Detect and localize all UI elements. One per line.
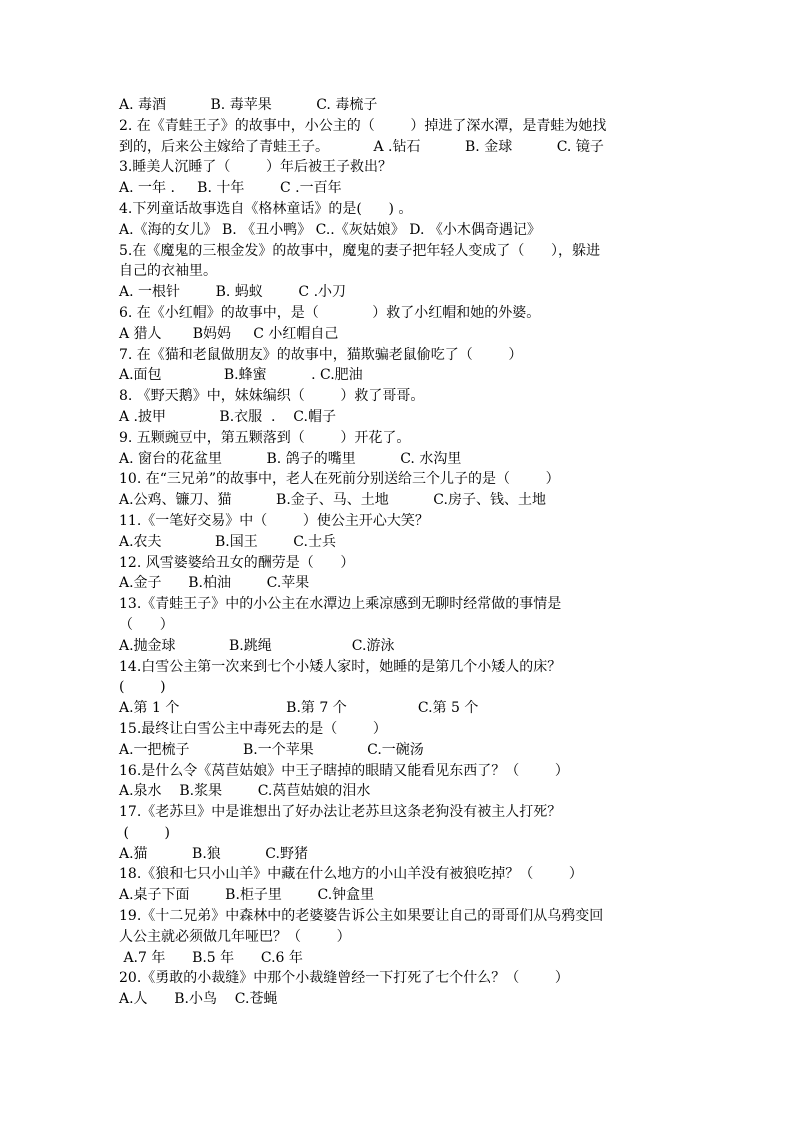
q7-options: A.面包 B.蜂蜜 . C.肥油 xyxy=(119,367,363,384)
q20-options: A.人 B.小鸟 C.苍蝇 xyxy=(119,991,278,1008)
worksheet-page xyxy=(119,95,675,1010)
q12-question: 12. 风雪婆婆给丑女的酬劳是（ ） xyxy=(119,554,355,571)
q13-question-line1: 13.《青蛙王子》中的小公主在水潭边上乘凉感到无聊时经常做的事情是 xyxy=(119,596,562,613)
q6-question: 6. 在《小红帽》的故事中，是（ ）救了小红帽和她的外婆。 xyxy=(119,304,541,321)
q4-options: A.《海的女儿》 B. 《丑小鸭》 C..《灰姑娘》 D. 《小木偶奇遇记》 xyxy=(119,221,541,238)
q9-options: A. 窗台的花盆里 B. 鸽子的嘴里 C. 水沟里 xyxy=(119,450,462,467)
q5-question-line1: 5.在《魔鬼的三根金发》的故事中，魔鬼的妻子把年轻人变成了（ ），躲进 xyxy=(119,242,601,259)
q14-question-line1: 14.白雪公主第一次来到七个小矮人家时，她睡的是第几个小矮人的床？ xyxy=(119,658,562,675)
q10-question: 10. 在“三兄弟”的故事中，老人在死前分别送给三个儿子的是（ ） xyxy=(119,471,560,488)
q16-question: 16.是什么令《莴苣姑娘》中王子瞎掉的眼睛又能看见东西了？（ ） xyxy=(119,762,569,779)
q14-question-line2: ( ) xyxy=(119,679,166,696)
q10-options: A.公鸡、镰刀、猫 B.金子、马、土地 C.房子、钱、土地 xyxy=(119,492,546,509)
q20-question: 20.《勇敢的小裁缝》中那个小裁缝曾经一下打死了七个什么？（ ） xyxy=(119,970,569,987)
q18-options: A.桌子下面 B.柜子里 C.钟盒里 xyxy=(119,887,375,904)
q17-question-line2: ( ) xyxy=(119,824,170,841)
q5-options: A. 一根针 B. 蚂蚁 C .小刀 xyxy=(119,284,347,301)
q11-options: A.农夫 B.国王 C.士兵 xyxy=(119,533,336,550)
q11-question: 11.《一笔好交易》中（ ）使公主开心大笑？ xyxy=(119,512,429,529)
q15-options: A.一把梳子 B.一个苹果 C.一碗汤 xyxy=(119,741,424,758)
q19-options: A.7 年 B.5 年 C.6 年 xyxy=(119,949,303,966)
q15-question: 15.最终让白雪公主中毒死去的是（ ） xyxy=(119,720,387,737)
q2-question-line1: 2. 在《青蛙王子》的故事中，小公主的（ ）掉进了深水潭，是青蛙为她找 xyxy=(119,117,607,134)
q9-question: 9. 五颗豌豆中，第五颗落到（ ）开花了。 xyxy=(119,429,411,446)
q5-question-line2: 自己的衣袖里。 xyxy=(119,263,217,280)
q1-options: A. 毒酒 B. 毒苹果 C. 毒梳子 xyxy=(119,97,378,113)
q3-options: A. 一年 . B. 十年 C .一百年 xyxy=(119,180,342,197)
q2-question-line2: 到的，后来公主嫁给了青蛙王子。 A .钻石 B. 金球 C. 镜子 xyxy=(119,138,604,155)
q6-options: A 猎人 B妈妈 C 小红帽自己 xyxy=(119,325,339,342)
q14-options: A.第 1 个 B.第 7 个 C.第 5 个 xyxy=(119,700,479,717)
q17-question-line1: 17.《老苏旦》中是谁想出了好办法让老苏旦这条老狗没有被主人打死？ xyxy=(119,804,562,821)
q18-question: 18.《狼和七只小山羊》中藏在什么地方的小山羊没有被狼吃掉？（ ） xyxy=(119,866,583,883)
q7-question: 7. 在《猫和老鼠做朋友》的故事中，猫欺骗老鼠偷吃了（ ） xyxy=(119,346,523,363)
q12-options: A.金子 B.柏油 C.苹果 xyxy=(119,575,310,592)
q13-question-line2: （ ） xyxy=(119,616,174,633)
q16-options: A.泉水 B.浆果 C.莴苣姑娘的泪水 xyxy=(119,783,371,800)
q19-question-line2: 人公主就必须做几年哑巴？（ ） xyxy=(119,928,351,945)
q13-options: A.抛金球 B.跳绳 C.游泳 xyxy=(119,637,395,654)
q3-question: 3.睡美人沉睡了（ ）年后被王子救出？ xyxy=(119,159,392,176)
q8-options: A .披甲 B.衣服 . C.帽子 xyxy=(119,408,336,425)
q19-question-line1: 19.《十二兄弟》中森林中的老婆婆告诉公主如果要让自己的哥哥们从乌鸦变回 xyxy=(119,908,604,925)
q4-question: 4.下列童话故事选自《格林童话》的是( ) 。 xyxy=(119,200,413,217)
q17-options: A.猫 B.狼 C.野猪 xyxy=(119,845,308,862)
q8-question: 8. 《野天鹅》中，妹妹编织（ ）救了哥哥。 xyxy=(119,388,425,405)
